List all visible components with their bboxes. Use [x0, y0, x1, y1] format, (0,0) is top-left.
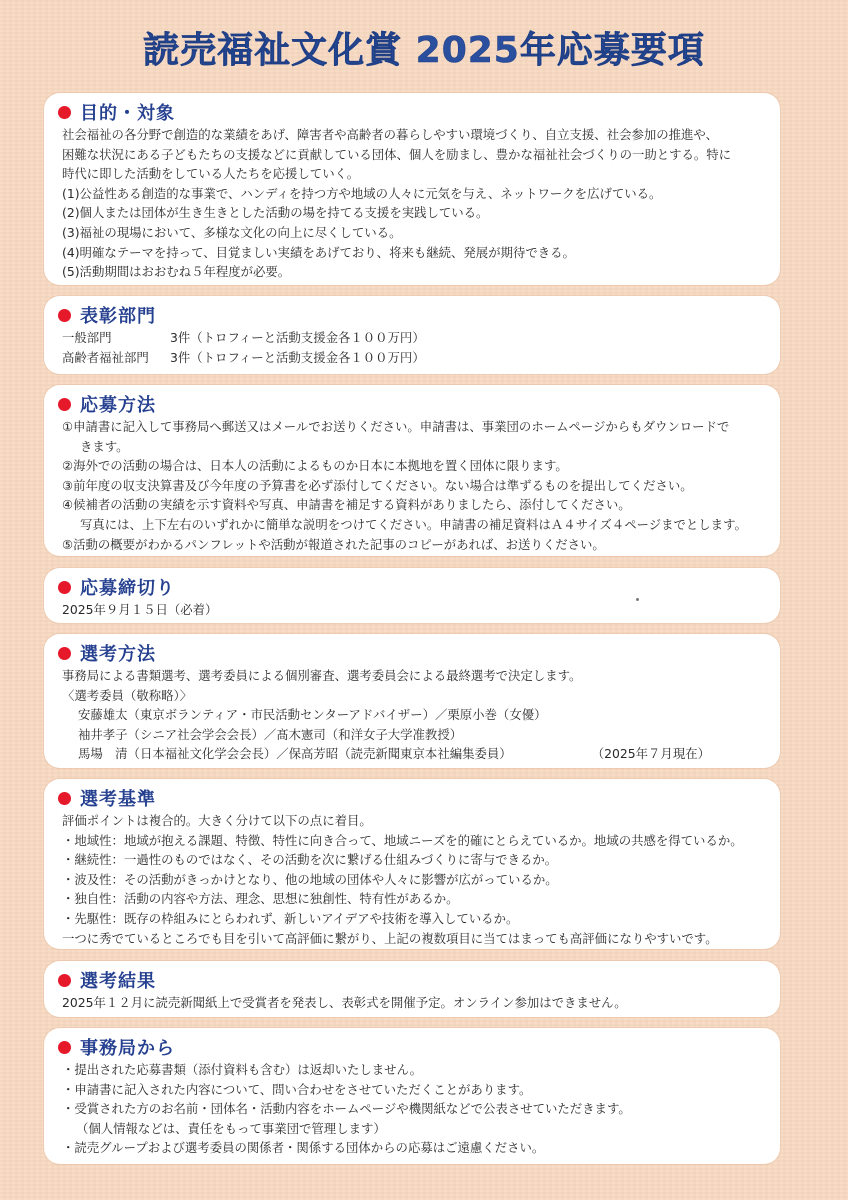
- selection-member: 馬場 清（日本福祉文化学会会長）／保高芳昭（読売新聞東京本社編集委員）: [78, 746, 512, 762]
- method-line: きます。: [80, 438, 129, 454]
- selection-member: 袖井孝子（シニア社会学会会長）／髙木憲司（和洋女子大学准教授）: [78, 726, 463, 742]
- selection-section: [44, 634, 780, 768]
- method-line: ④候補者の活動の実績を示す資料や写真、申請書を補足する資料がありましたら、添付してください。: [62, 497, 631, 513]
- bullet-dot-icon: [58, 309, 71, 322]
- category-row: [62, 348, 766, 368]
- category-label: 高齢者福祉部門: [62, 349, 149, 365]
- purpose-item: (5)活動期間はおおむね５年程度が必要。: [62, 264, 291, 280]
- deadline-header: [58, 574, 766, 600]
- selection-member: 安藤雄太（東京ボランティア・市民活動センターアドバイザー）／栗原小巻（女優）: [78, 707, 547, 723]
- purpose-heading: 目的・対象: [80, 103, 175, 124]
- method-line: ⑤活動の概要がわかるパンフレットや活動が報道された記事のコピーがあれば、お送りください。: [62, 536, 605, 552]
- categories-section: [44, 296, 780, 374]
- criteria-item: ・地域性：地域が抱える課題、特徴、特性に向き合って、地域ニーズを的確にとらえているか。地域の共感を得ているか。: [62, 832, 743, 848]
- selection-heading: 選考方法: [80, 644, 156, 665]
- selection-line: 〈選考委員（敬称略）〉: [62, 687, 193, 703]
- bullet-dot-icon: [58, 792, 71, 805]
- results-line: 2025年１２月に読売新聞紙上で受賞者を発表し、表彰式を開催予定。オンライン参加はできません。: [62, 995, 627, 1010]
- method-line: ③前年度の収支決算書及び今年度の予算書を必ず添付してください。ない場合は準ずるものを提出してください。: [62, 477, 693, 493]
- bullet-dot-icon: [58, 647, 71, 660]
- method-heading: 応募方法: [80, 395, 156, 416]
- criteria-line: 評価ポイントは複合的。大きく分けて以下の点に着目。: [62, 813, 372, 828]
- purpose-item: (2)個人または団体が生き生きとした活動の場を持てる支援を実践している。: [62, 205, 489, 221]
- office-item: ・受賞された方のお名前・団体名・活動内容をホームページや機関紙などで公表させていただきます。: [62, 1101, 631, 1117]
- criteria-item: ・波及性：その活動がきっかけとなり、他の地域の団体や人々に影響が広がっているか。: [62, 871, 558, 887]
- category-value: 3件（トロフィーと活動支援金各１００万円）: [170, 330, 425, 345]
- category-label: 一般部門: [62, 330, 112, 345]
- purpose-section: [44, 93, 780, 285]
- results-heading: 選考結果: [80, 971, 156, 992]
- bullet-dot-icon: [58, 1041, 71, 1054]
- deadline-section: [44, 568, 780, 623]
- purpose-line: 社会福祉の各分野で創造的な業績をあげ、障害者や高齢者の暮らしやすい環境づくり、自立支援、社会参加の推進や、: [62, 127, 718, 142]
- selection-member-row: [62, 744, 766, 764]
- bullet-dot-icon: [58, 581, 71, 594]
- purpose-item: (4)明確なテーマを持って、目覚ましい実績をあげており、将来も継続、発展が期待できる。: [62, 244, 575, 260]
- criteria-item: ・独自性：活動の内容や方法、理念、思想に独創性、特有性があるか。: [62, 891, 459, 907]
- bullet-dot-icon: [58, 106, 71, 119]
- purpose-header: [58, 99, 766, 125]
- selection-line: 事務局による書類選考、選考委員による個別審査、選考委員会による最終選考で決定します。: [62, 668, 582, 683]
- office-header: [58, 1034, 766, 1060]
- category-value: 3件（トロフィーと活動支援金各１００万円）: [170, 349, 425, 365]
- bullet-dot-icon: [58, 398, 71, 411]
- categories-header: [58, 302, 766, 328]
- method-section: [44, 385, 780, 556]
- purpose-item: (1)公益性ある創造的な事業で、ハンディを持つ方や地域の人々に元気を与え、ネットワークを広げている。: [62, 185, 662, 201]
- bullet-dot-icon: [58, 974, 71, 987]
- office-item: ・申請書に記入された内容について、問い合わせをさせていただくことがあります。: [62, 1081, 532, 1097]
- deadline-date: 2025年９月１５日（必着）: [62, 602, 218, 617]
- category-row: [62, 328, 766, 348]
- selection-note: （2025年７月現在）: [591, 746, 710, 762]
- method-header: [58, 391, 766, 417]
- criteria-header: [58, 785, 766, 811]
- results-header: [58, 967, 766, 993]
- criteria-section: [44, 779, 780, 949]
- results-section: [44, 961, 780, 1017]
- purpose-line: 困難な状況にある子どもたちの支援などに貢献している団体、個人を励まし、豊かな福祉社会づくりの一助とする。特に: [62, 146, 732, 162]
- criteria-item: ・継続性：一過性のものではなく、その活動を次に繋げる仕組みづくりに寄与できるか。: [62, 852, 558, 868]
- office-item: （個人情報などは、責任をもって事業団で管理します）: [76, 1120, 386, 1136]
- method-line: ②海外での活動の場合は、日本人の活動によるものか日本に本拠地を置く団体に限ります。: [62, 458, 568, 474]
- method-line: 写真には、上下左右のいずれかに簡単な説明をつけてください。申請書の補足資料はＡ４サイズ４ページまでとします。: [80, 516, 747, 532]
- office-section: [44, 1028, 780, 1164]
- office-heading: 事務局から: [80, 1038, 175, 1059]
- scan-speck: [636, 598, 639, 601]
- criteria-item: ・先駆性：既存の枠組みにとらわれず、新しいアイデアや技術を導入しているか。: [62, 910, 519, 926]
- selection-header: [58, 640, 766, 666]
- office-item: ・読売グループおよび選考委員の関係者・関係する団体からの応募はご遠慮ください。: [62, 1140, 545, 1156]
- method-line: ①申請書に記入して事務局へ郵送又はメールでお送りください。申請書は、事業団のホームページからもダウンロードで: [62, 419, 730, 434]
- criteria-line: 一つに秀でているところでも目を引いて高評価に繋がり、上記の複数項目に当てはまっても高評価になりやすいです。: [62, 930, 718, 946]
- categories-heading: 表彰部門: [80, 306, 156, 327]
- page-title: 読売福祉文化賞 2025年応募要項: [143, 30, 705, 71]
- criteria-heading: 選考基準: [80, 789, 156, 810]
- office-item: ・提出された応募書類（添付資料も含む）は返却いたしません。: [62, 1062, 423, 1077]
- purpose-item: (3)福祉の現場において、多様な文化の向上に尽くしている。: [62, 224, 402, 240]
- deadline-heading: 応募締切り: [80, 578, 175, 599]
- purpose-line: 時代に即した活動をしている人たちを応援していく。: [62, 166, 360, 182]
